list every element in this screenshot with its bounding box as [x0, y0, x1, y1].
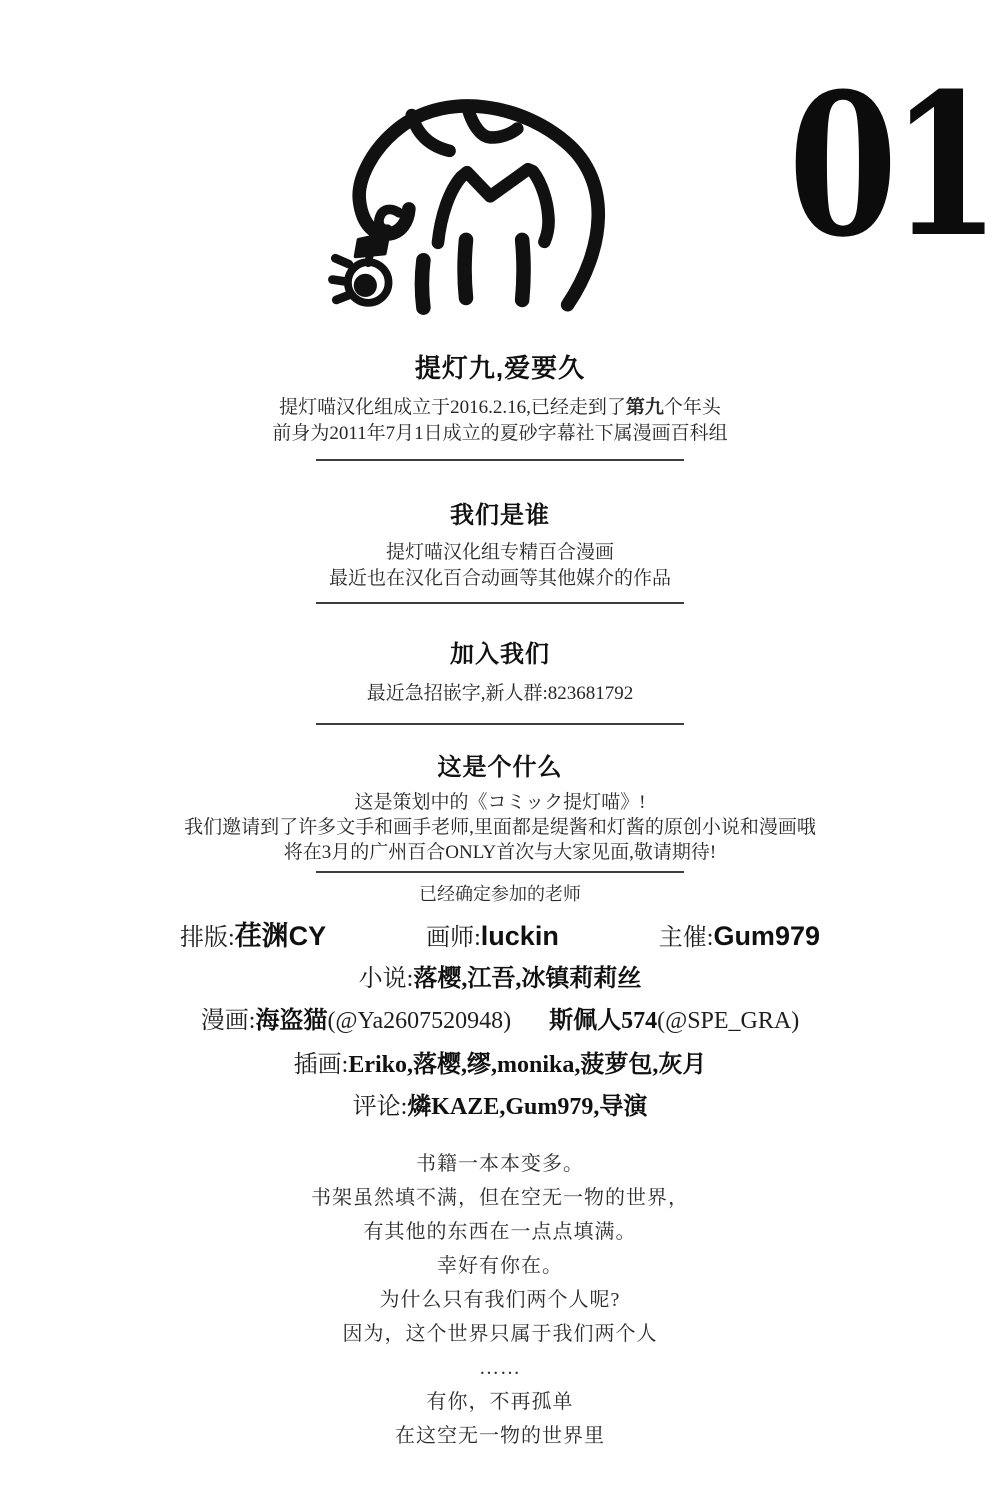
- intro-line-1: 提灯喵汉化组成立于2016.2.16,已经走到了第九个年头: [279, 397, 721, 418]
- divider: [316, 602, 684, 604]
- poem: [70, 1147, 930, 1453]
- poem-line: 在这空无一物的世界里: [395, 1425, 605, 1447]
- divider: [316, 459, 684, 461]
- credit-organizer: 主催:Gum979: [658, 921, 820, 951]
- credits-caption: 已经确定参加的老师: [419, 884, 581, 904]
- credit-typesetting: 排版:荏渊CY: [180, 921, 327, 951]
- join-line-1: 最近急招嵌字,新人群:823681792: [366, 683, 634, 704]
- intro-text: [70, 395, 930, 447]
- poem-line: 书架虽然填不满，但在空无一物的世界，: [311, 1187, 689, 1209]
- what-heading: 这是个什么: [437, 754, 563, 781]
- what-text: [70, 790, 930, 865]
- credit-commentary: 评论:燐KAZE,Gum979,导演: [352, 1094, 648, 1120]
- main-column: [70, 86, 930, 1453]
- intro-line-2: 前身为2011年7月1日成立的夏砂字幕社下属漫画百科组: [272, 423, 728, 444]
- intro-heading: 提灯九,爱要久: [414, 353, 586, 383]
- poem-line: 有其他的东西在一点点填满。: [363, 1221, 637, 1243]
- what-line-1: 这是策划中的《コミック提灯喵》!: [354, 792, 646, 813]
- credits-page: [0, 51, 1000, 1507]
- poem-line: 幸好有你在。: [437, 1255, 563, 1277]
- what-line-3: 将在3月的广州百合ONLY首次与大家见面,敬请期待!: [283, 842, 717, 863]
- credit-artist: 画师:luckin: [426, 921, 559, 951]
- lantern-cat-logo-icon: [306, 86, 626, 328]
- poem-line: 书籍一本本变多。: [416, 1153, 584, 1175]
- who-line-1: 提灯喵汉化组专精百合漫画: [385, 542, 614, 563]
- credit-manga: 漫画:海盗猫(@Ya2607520948) 斯佩人574(@SPE_GRA): [200, 1008, 800, 1034]
- poem-line: 有你，不再孤单: [426, 1391, 574, 1413]
- intro-line-1-bold: 第九: [625, 397, 664, 418]
- what-line-2: 我们邀请到了许多文手和画手老师,里面都是缇酱和灯酱的原创小说和漫画哦: [184, 817, 816, 838]
- who-text: [70, 540, 930, 592]
- join-heading: 加入我们: [450, 641, 550, 668]
- page-number: 01: [788, 51, 994, 281]
- divider: [316, 871, 684, 873]
- poem-line: 为什么只有我们两个人呢?: [379, 1289, 621, 1311]
- credit-illustration: 插画:Eriko,落樱,缪,monika,菠萝包,灰月: [293, 1052, 707, 1078]
- credits-row-main: [180, 914, 820, 953]
- divider: [316, 723, 684, 725]
- who-line-2: 最近也在汉化百合动画等其他媒介的作品: [328, 568, 671, 589]
- who-heading: 我们是谁: [450, 502, 550, 529]
- poem-line: 因为，这个世界只属于我们两个人: [342, 1323, 658, 1345]
- join-text: [70, 681, 930, 707]
- credit-novel: 小说:落樱,江吾,冰镇莉莉丝: [358, 966, 642, 992]
- poem-line-ellipsis: ……: [479, 1357, 521, 1379]
